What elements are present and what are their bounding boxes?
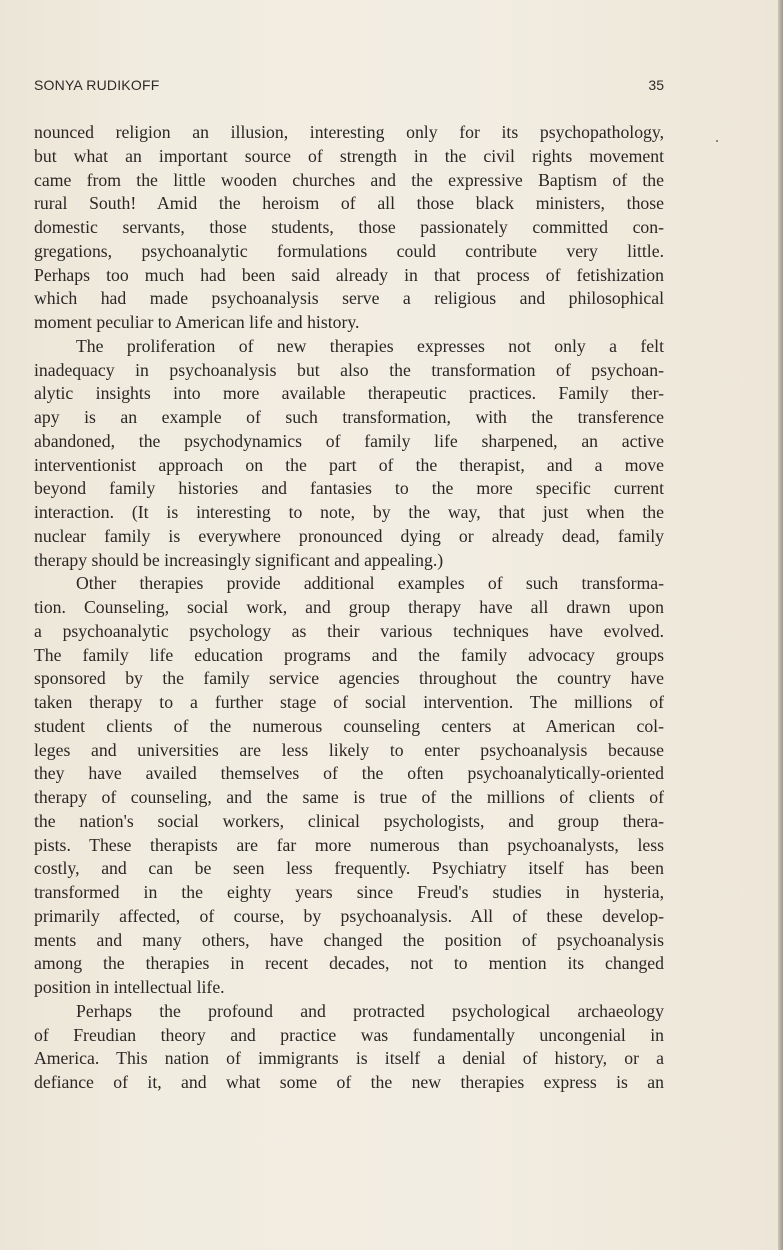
text-line: the nation's social workers, clinical psychologists, and group thera- — [34, 810, 664, 831]
paragraph — [34, 1000, 664, 1095]
text-line: costly, and can be seen less frequently. Psychiatry itself has been — [34, 858, 664, 879]
text-line: nuclear family is everywhere pronounced dying or already dead, family — [34, 525, 664, 546]
text-line: alytic insights into more available therapeutic practices. Family ther- — [34, 383, 664, 404]
text-line: came from the little wooden churches and the expressive Baptism of the — [34, 169, 664, 190]
text-line: therapy of counseling, and the same is true of the millions of clients of — [34, 787, 664, 807]
paragraph — [34, 335, 664, 573]
text-line: but what an important source of strength in the civil rights movement — [34, 145, 664, 166]
running-head: SONYA RUDIKOFF — [34, 77, 160, 93]
text-line: Other therapies provide additional examples of such transforma- — [76, 573, 664, 594]
paragraph — [34, 121, 664, 335]
text-line: domestic servants, those students, those passionately committed con- — [34, 217, 664, 237]
text-line: inadequacy in psychoanalysis but also the transformation of psychoan- — [34, 359, 664, 380]
text-line: The family life education programs and the family advocacy groups — [34, 644, 664, 665]
text-line: which had made psychoanalysis serve a religious and philosophical — [34, 288, 664, 309]
page-edge — [778, 0, 783, 1250]
text-line: interaction. (It is interesting to note, by the way, that just when the — [34, 502, 664, 522]
text-line: interventionist approach on the part of the therapist, and a move — [34, 454, 664, 475]
text-line: gregations, psychoanalytic formulations could contribute very little. — [34, 240, 664, 261]
text-line: primarily affected, of course, by psychoanalysis. All of these develop- — [34, 905, 664, 926]
text-line: ments and many others, have changed the position of psychoanalysis — [34, 929, 664, 950]
text-line: defiance of it, and what some of the new therapies express is an — [34, 1072, 664, 1092]
text-line: of Freudian theory and practice was fundamentally uncongenial in — [34, 1024, 664, 1045]
text-line: abandoned, the psychodynamics of family life sharpened, an active — [34, 430, 664, 451]
page-number: 35 — [648, 77, 664, 93]
text-line: a psychoanalytic psychology as their various techniques have evolved. — [34, 620, 664, 641]
text-line: taken therapy to a further stage of social intervention. The millions of — [34, 692, 664, 712]
text-line: among the therapies in recent decades, not to mention its changed — [34, 953, 664, 974]
text-line: nounced religion an illusion, interesting only for its psychopathology, — [34, 122, 664, 142]
text-line: they have availed themselves of the often psychoanalytically-oriented — [34, 763, 664, 784]
text-line: The proliferation of new therapies expresses not only a felt — [76, 335, 664, 356]
text-line: position in intellectual life. — [34, 977, 225, 997]
text-line: student clients of the numerous counseling centers at American col- — [34, 715, 664, 736]
paper-speck — [716, 140, 718, 142]
text-line: Perhaps too much had been said already in that process of fetishization — [34, 264, 664, 285]
text-line: therapy should be increasingly significant and appealing.) — [34, 549, 444, 570]
text-line: rural South! Amid the heroism of all those black ministers, those — [34, 193, 664, 214]
paragraph — [34, 572, 664, 1000]
text-line: pists. These therapists are far more numerous than psychoanalysts, less — [34, 834, 664, 855]
text-line: apy is an example of such transformation, with the transference — [34, 407, 664, 427]
text-line: beyond family histories and fantasies to the more specific current — [34, 478, 664, 499]
text-line: America. This nation of immigrants is itself a denial of history, or a — [34, 1048, 664, 1069]
text-line: sponsored by the family service agencies throughout the country have — [34, 668, 664, 689]
page-header — [34, 77, 664, 97]
text-line: transformed in the eighty years since Freud's studies in hysteria, — [34, 882, 664, 902]
text-line: moment peculiar to American life and history. — [34, 312, 360, 332]
text-line: tion. Counseling, social work, and group therapy have all drawn upon — [34, 597, 664, 617]
text-line: leges and universities are less likely to enter psychoanalysis because — [34, 739, 664, 760]
text-line: Perhaps the profound and protracted psychological archaeology — [76, 1000, 664, 1021]
body-text — [34, 121, 664, 1095]
